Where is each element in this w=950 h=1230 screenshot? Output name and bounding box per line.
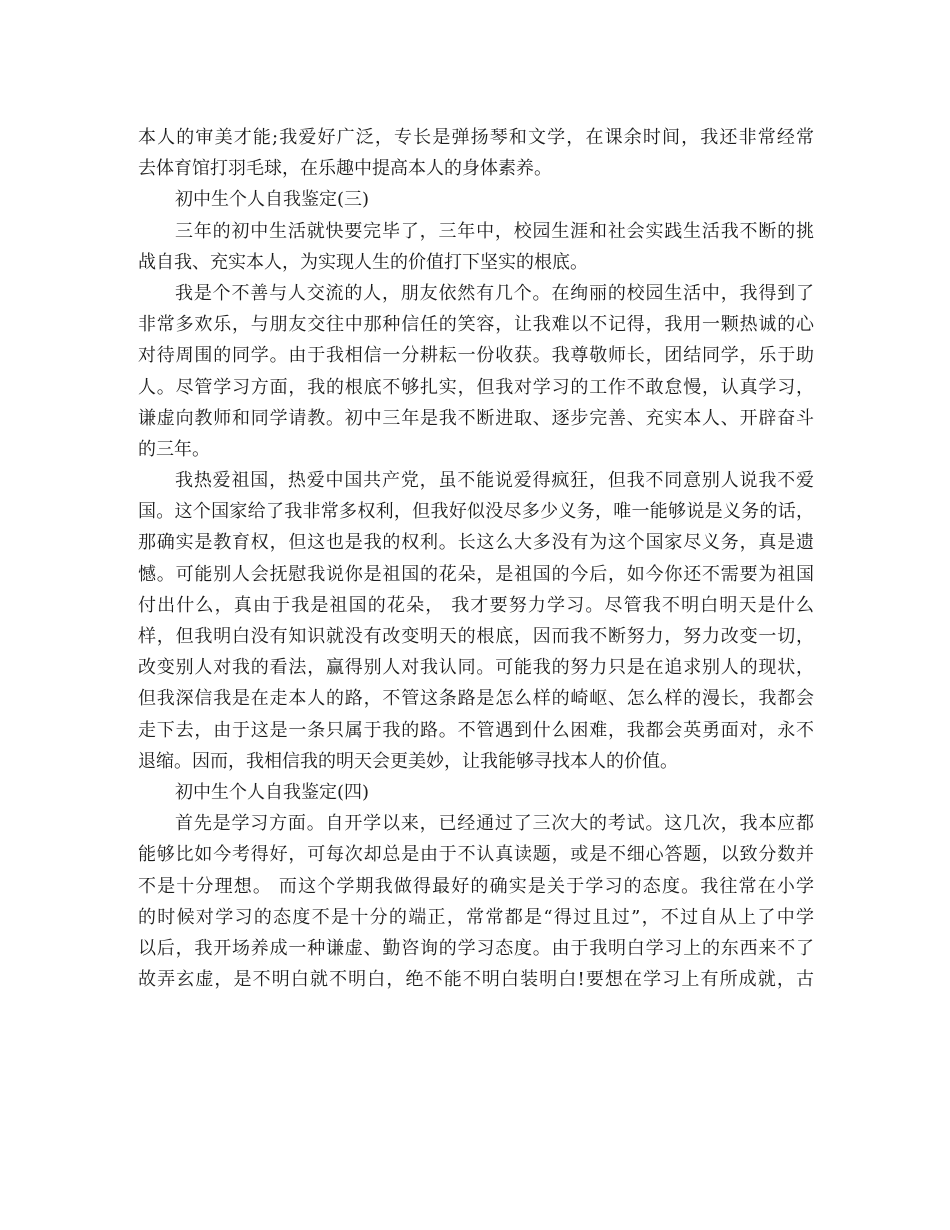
- text-line: 战自我、充实本人，为实现人生的价值打下坚实的根底。: [138, 251, 588, 273]
- text-line: 我是个不善与人交流的人，朋友依然有几个。在绚丽的校园生活中，我得到了: [175, 282, 814, 304]
- text-line: 非常多欢乐，与朋友交往中那种信任的笑容，让我难以不记得，我用一颗热诚的心: [138, 314, 814, 336]
- text-line: 人。尽管学习方面，我的根底不够扎实，但我对学习的工作不敢怠慢，认真学习，: [138, 376, 814, 398]
- text-line: 我热爱祖国，热爱中国共产党，虽不能说爱得疯狂，但我不同意别人说我不爱: [175, 470, 814, 492]
- text-line: 憾。可能别人会抚慰我说你是祖国的花朵，是祖国的今后，如今你还不需要为祖国: [138, 563, 814, 585]
- text-line: 去体育馆打羽毛球，在乐趣中提高本人的身体素养。: [138, 158, 552, 180]
- text-line: 以后，我开场养成一种谦虚、勤咨询的学习态度。由于我明白学习上的东西来不了: [138, 937, 814, 959]
- text-line: 本人的审美才能;我爱好广泛，专长是弹扬琴和文学，在课余时间，我还非常经常: [138, 127, 814, 148]
- text-line: 但我深信我是在走本人的路，不管这条路是怎么样的崎岖、怎么样的漫长，我都会: [138, 688, 814, 710]
- text-line: 对待周围的同学。由于我相信一分耕耘一份收获。我尊敬师长，团结同学，乐于助: [138, 345, 814, 367]
- text-line: 的时候对学习的态度不是十分的端正，常常都是“得过且过”，不过自从上了中学: [138, 906, 814, 928]
- text-line: 国。这个国家给了我非常多权利，但我好似没尽多少义务，唯一能够说是义务的话，: [138, 501, 814, 523]
- text-line: 能够比如今考得好，可每次却总是由于不认真读题，或是不细心答题，以致分数并: [138, 844, 814, 866]
- text-line: 三年的初中生活就快要完毕了，三年中，校园生涯和社会实践生活我不断的挑: [175, 220, 814, 242]
- text-line: 首先是学习方面。自开学以来，已经通过了三次大的考试。这几次，我本应都: [175, 813, 814, 835]
- text-line: 那确实是教育权，但这也是我的权利。长这么大多没有为这个国家尽义务，真是遗: [138, 532, 814, 554]
- text-line: 退缩。因而，我相信我的明天会更美妙，让我能够寻找本人的价值。: [138, 750, 678, 772]
- text-line: 初中生个人自我鉴定(三): [175, 189, 370, 211]
- text-line: 谦虚向教师和同学请教。初中三年是我不断进取、逐步完善、充实本人、开辟奋斗: [138, 407, 814, 429]
- text-line: 改变别人对我的看法，赢得别人对我认同。可能我的努力只是在追求别人的现状，: [138, 657, 814, 679]
- text-line: 的三年。: [138, 438, 210, 460]
- text-line: 故弄玄虚，是不明白就不明白，绝不能不明白装明白!要想在学习上有所成就，古: [138, 969, 814, 991]
- text-line: 付出什么，真由于我是祖国的花朵， 我才要努力学习。尽管我不明白明天是什么: [138, 594, 814, 616]
- text-line: 走下去，由于这是一条只属于我的路。不管遇到什么困难，我都会英勇面对，永不: [138, 719, 814, 741]
- text-line: 样，但我明白没有知识就没有改变明天的根底，因而我不断努力，努力改变一切，: [138, 626, 814, 647]
- document-body: [138, 122, 814, 995]
- text-line: 初中生个人自我鉴定(四): [175, 781, 370, 803]
- text-line: 不是十分理想。 而这个学期我做得最好的确实是关于学习的态度。我往常在小学: [138, 875, 814, 897]
